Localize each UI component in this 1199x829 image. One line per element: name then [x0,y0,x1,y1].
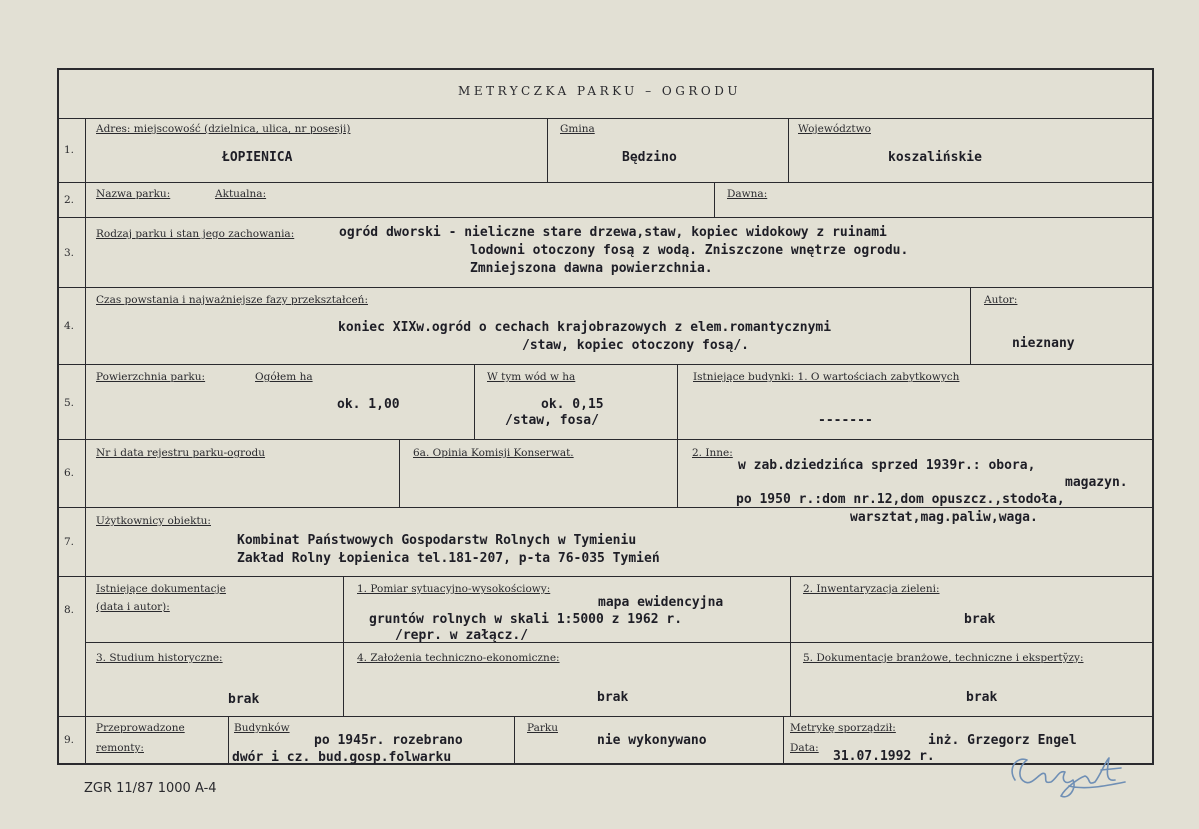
expert-documentation-label: 5. Dokumentacje branżowe, techniczne i eksperty̆zy: [803,652,1084,664]
date-value: 31.07.1992 r. [833,749,935,764]
prepared-by-label: Metrykę sporządził: [790,722,896,734]
form-title: METRYCZKA PARKU – OGRODU [458,84,741,98]
row-number: 5. [64,397,75,409]
row-divider [58,439,1153,440]
number-column-divider [85,118,86,764]
area-label: Powierzchnia parku: [96,371,206,383]
current-name-label: Aktualna: [215,188,267,200]
park-type-label: Rodzaj parku i stan jego zachowania: [96,228,295,240]
row-divider [58,182,1153,183]
column-divider [677,364,678,439]
park-type-line: ogród dworski - nieliczne stare drzewa,staw, kopiec widokowy z ruinami [339,225,887,240]
column-divider [399,439,400,507]
row-number: 8. [64,604,75,616]
renovations-label: Przeprowadzone [96,722,185,734]
buildings-renovation-line: dwór i cz. bud.gosp.folwarku [232,750,452,765]
row-number: 7. [64,536,75,548]
technical-assumptions-value: brak [597,690,629,705]
former-name-label: Dawna: [727,188,768,200]
water-area-label: W tym wód w ha [487,371,576,383]
author-value: nieznany [1012,336,1075,351]
row-divider [58,364,1153,365]
column-divider [677,439,678,507]
column-divider [547,118,548,182]
row-divider [58,287,1153,288]
origin-label: Czas powstania i najważniejsze fazy przekształceń: [96,294,368,306]
gmina-value: Będzino [622,150,677,165]
users-line: Kombinat Państwowych Gospodarstw Rolnych w Tymieniu [237,533,637,548]
buildings-value: ------- [818,413,873,428]
survey-line: mapa ewidencyjna [598,595,724,610]
buildings-renovation-line: po 1945r. rozebrano [314,733,463,748]
address-label: Adres: miejscowość (dzielnica, ulica, nr posesji) [96,123,351,135]
park-type-line: lodowni otoczony fosą z wodą. Zniszczone wnętrze ogrodu. [470,243,909,258]
documentation-label: (data i autor): [96,601,170,613]
users-label: Użytkownicy obiektu: [96,515,211,527]
wojewodztwo-label: Województwo [798,123,871,135]
renovations-label: remonty: [96,742,144,754]
buildings-renovation-label: Budynków [234,722,290,734]
row-number: 2. [64,194,75,206]
park-type-line: Zmniejszona dawna powierzchnia. [470,261,713,276]
row-divider [58,118,1153,119]
origin-line: /staw, kopiec otoczony fosą/. [522,338,749,353]
row-number: 9. [64,734,75,746]
row-number: 1. [64,144,75,156]
row-divider [58,507,1153,508]
historical-study-value: brak [228,692,260,707]
other-buildings-line: magazyn. [1065,475,1128,490]
wojewodztwo-value: koszalińskie [888,150,982,165]
row-divider [85,642,1153,643]
origin-line: koniec XIXw.ogród o cechach krajobrazowych z elem.romantycznymi [338,320,832,335]
column-divider [790,576,791,716]
row-divider [58,716,1153,717]
date-label: Data: [790,742,819,754]
other-buildings-line: warsztat,mag.paliw,waga. [850,510,1038,525]
total-area-label: Ogółem ha [255,371,313,383]
row-number: 4. [64,320,75,332]
column-divider [788,118,789,182]
water-area-value: /staw, fosa/ [505,413,599,428]
historical-study-label: 3. Studium historyczne: [96,652,223,664]
park-renovation-label: Parku [527,722,558,734]
prepared-by-value: inż. Grzegorz Engel [928,733,1077,748]
author-label: Autor: [984,294,1018,306]
column-divider [514,716,515,764]
total-area-value: ok. 1,00 [337,397,400,412]
other-buildings-line: po 1950 r.:dom nr.12,dom opuszcz.,stodoła, [736,492,1065,507]
other-buildings-label: 2. Inne: [692,447,733,459]
greenery-inventory-value: brak [964,612,996,627]
gmina-label: Gmina [560,123,595,135]
column-divider [343,576,344,716]
expert-documentation-value: brak [966,690,998,705]
address-value: ŁOPIENICA [222,150,293,165]
column-divider [970,287,971,364]
row-number: 6. [64,467,75,479]
other-buildings-line: w zab.dziedzińca sprzed 1939r.: obora, [738,458,1036,473]
users-line: Zakład Rolny Łopienica tel.181-207, p-ta 76-035 Tymień [237,551,660,566]
documentation-label: Istniejące dokumentacje [96,583,226,595]
conservation-opinion-label: 6a. Opinia Komisji Konserwat. [413,447,574,459]
column-divider [714,182,715,217]
row-divider [58,576,1153,577]
park-name-label: Nazwa parku: [96,188,171,200]
column-divider [474,364,475,439]
water-area-value: ok. 0,15 [541,397,604,412]
row-divider [58,217,1153,218]
column-divider [783,716,784,764]
greenery-inventory-label: 2. Inwentaryzacja zieleni: [803,583,940,595]
signature-image [1005,742,1130,804]
technical-assumptions-label: 4. Założenia techniczno-ekonomiczne: [357,652,560,664]
survey-line: /repr. w załącz./ [395,628,529,643]
buildings-label: Istniejące budynki: 1. O wartościach zabytkowych [693,371,960,383]
survey-label: 1. Pomiar sytuacyjno-wysokościowy: [357,583,551,595]
register-label: Nr i data rejestru parku-ogrodu [96,447,266,459]
park-renovation-value: nie wykonywano [597,733,707,748]
column-divider [228,716,229,764]
survey-line: gruntów rolnych w skali 1:5000 z 1962 r. [369,612,683,627]
row-number: 3. [64,247,75,259]
form-code: ZGR 11/87 1000 A-4 [84,781,217,796]
